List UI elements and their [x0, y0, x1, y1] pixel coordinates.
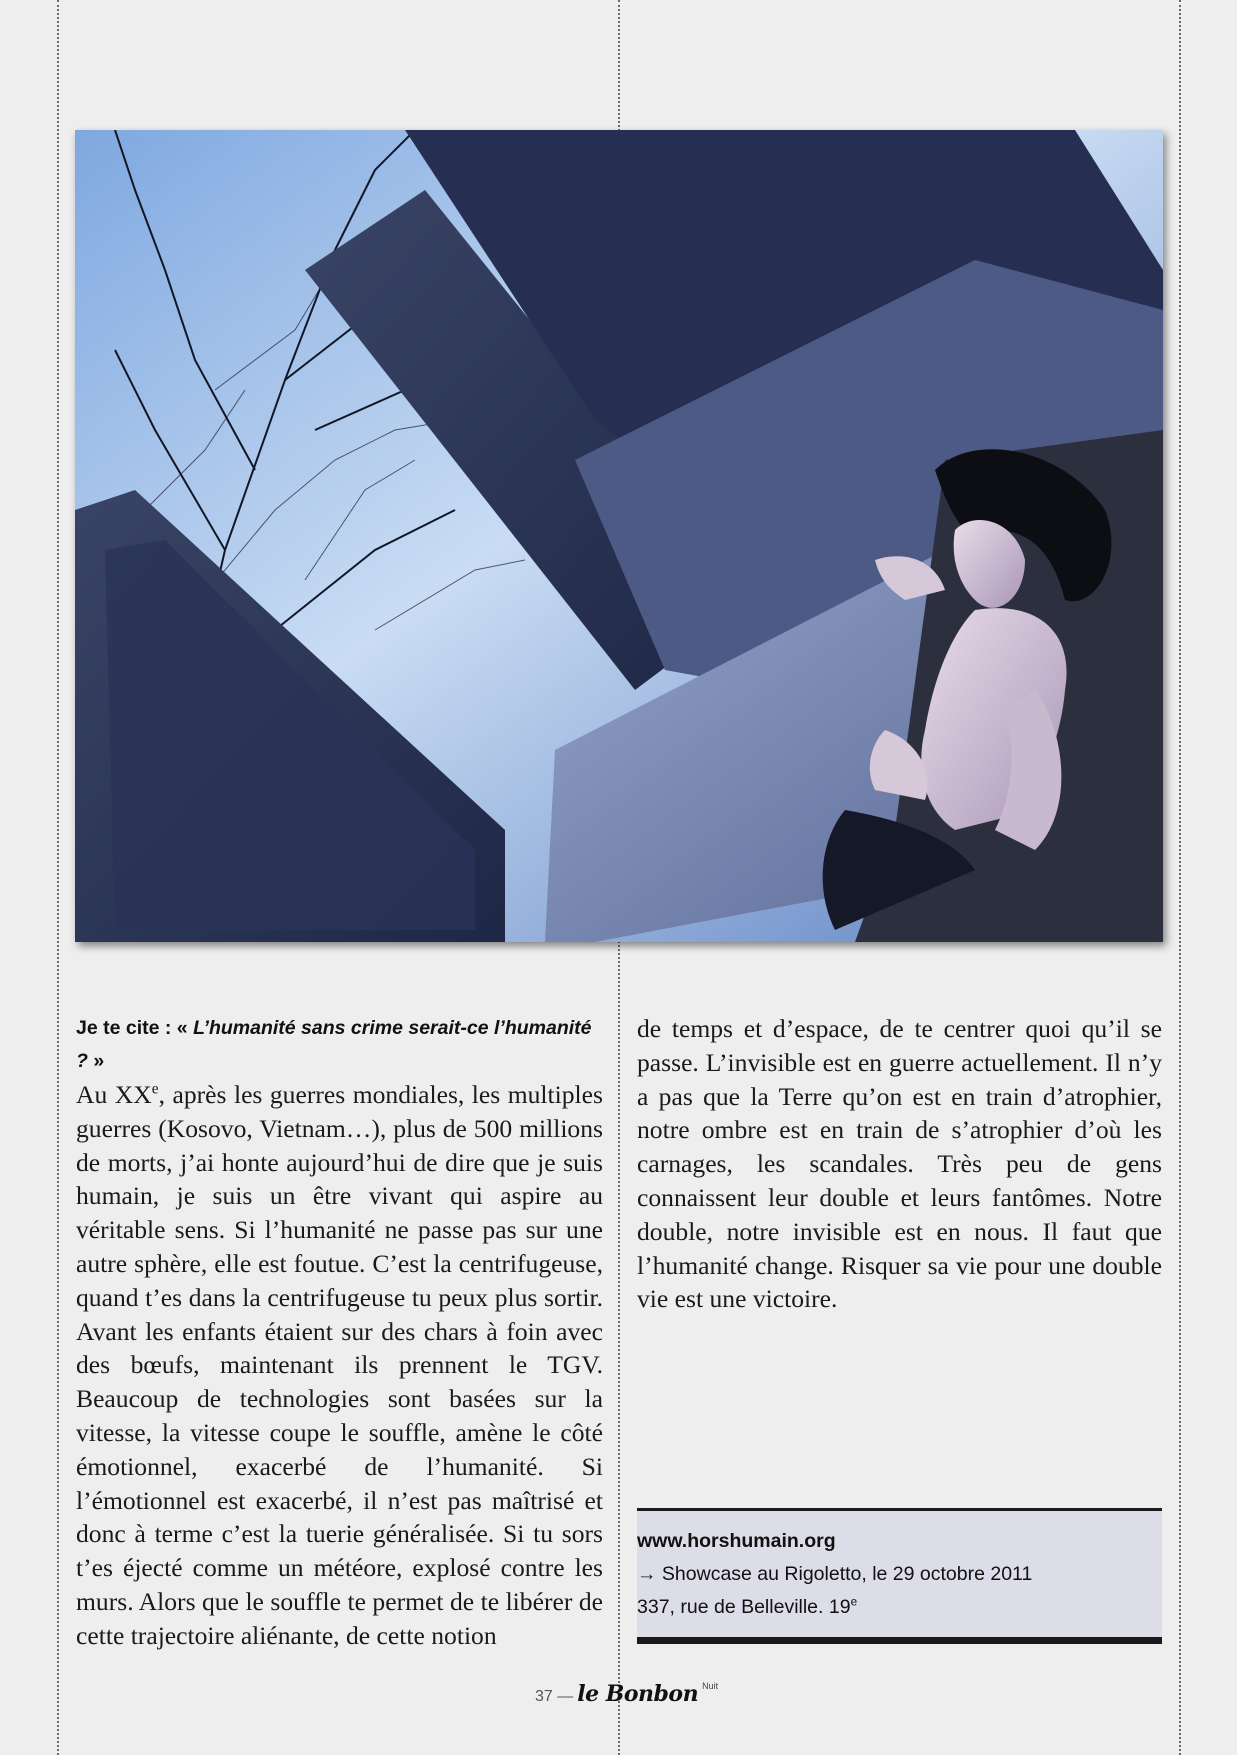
article-column-right: [637, 1012, 1162, 1316]
interview-question: Je te cite : « L’humanité sans crime serait-ce l’humanité ? »: [76, 1017, 592, 1072]
edition-label: Nuit: [702, 1681, 719, 1691]
page-number: 37 —: [535, 1688, 574, 1705]
cemetery-photo: [75, 130, 1163, 942]
event-line: → Showcase au Rigoletto, le 29 octobre 2011: [637, 1563, 1033, 1585]
answer-text-left: Au XXe, après les guerres mondiales, les multiples guerres (Kosovo, Vietnam…), plus de 500 millions de morts, j’ai honte aujourd’hui de dire que je suis humain, je suis un être vivant qui aspire au véritable sens. Si l’humanité ne passe pas sur une autre sphère, elle est foutue. C’est la centrifugeuse, quand t’es dans la centrifugeuse tu peux plus sortir. Avant les enfants étaient sur des chars à foin avec des bœufs, maintenant ils prennent le TGV. Beaucoup de technologies sont basées sur la vitesse, la vitesse coupe le souffle, amène le côté émotionnel, exacerbé de l’humanité. Si l’émotionnel est exacerbé, il n’est pas maîtrisé et donc à terme c’est la tuerie généralisée. Si tu sors t’es éjecté comme un météore, explosé contre les murs. Alors que le souffle te permet de te libérer de cette trajectoire aliénante, de cette notion: [76, 1080, 603, 1650]
magazine-logo: le Bonbon: [577, 1681, 699, 1707]
article-column-left: [76, 1012, 603, 1653]
page-footer: [535, 1681, 718, 1721]
answer-text-right: de temps et d’espace, de te centrer quoi qu’il se passe. L’invisible est en guerre actuellement. Il n’y a pas que la Terre qu’on est en train d’atrophier, notre ombre est en train de s’atrophier d’où les carnages, les scandales. Très peu de gens connaissent leur double et leurs fantômes. Notre double, notre invisible est en nous. Il faut que l’humanité change. Risquer sa vie pour une double vie est une victoire.: [637, 1014, 1162, 1314]
column-guide-left: [57, 0, 59, 1755]
column-guide-right: [1179, 0, 1181, 1755]
address-line: 337, rue de Belleville. 19e: [637, 1595, 858, 1618]
website-link[interactable]: www.horshumain.org: [637, 1530, 836, 1552]
info-box: [637, 1508, 1162, 1644]
